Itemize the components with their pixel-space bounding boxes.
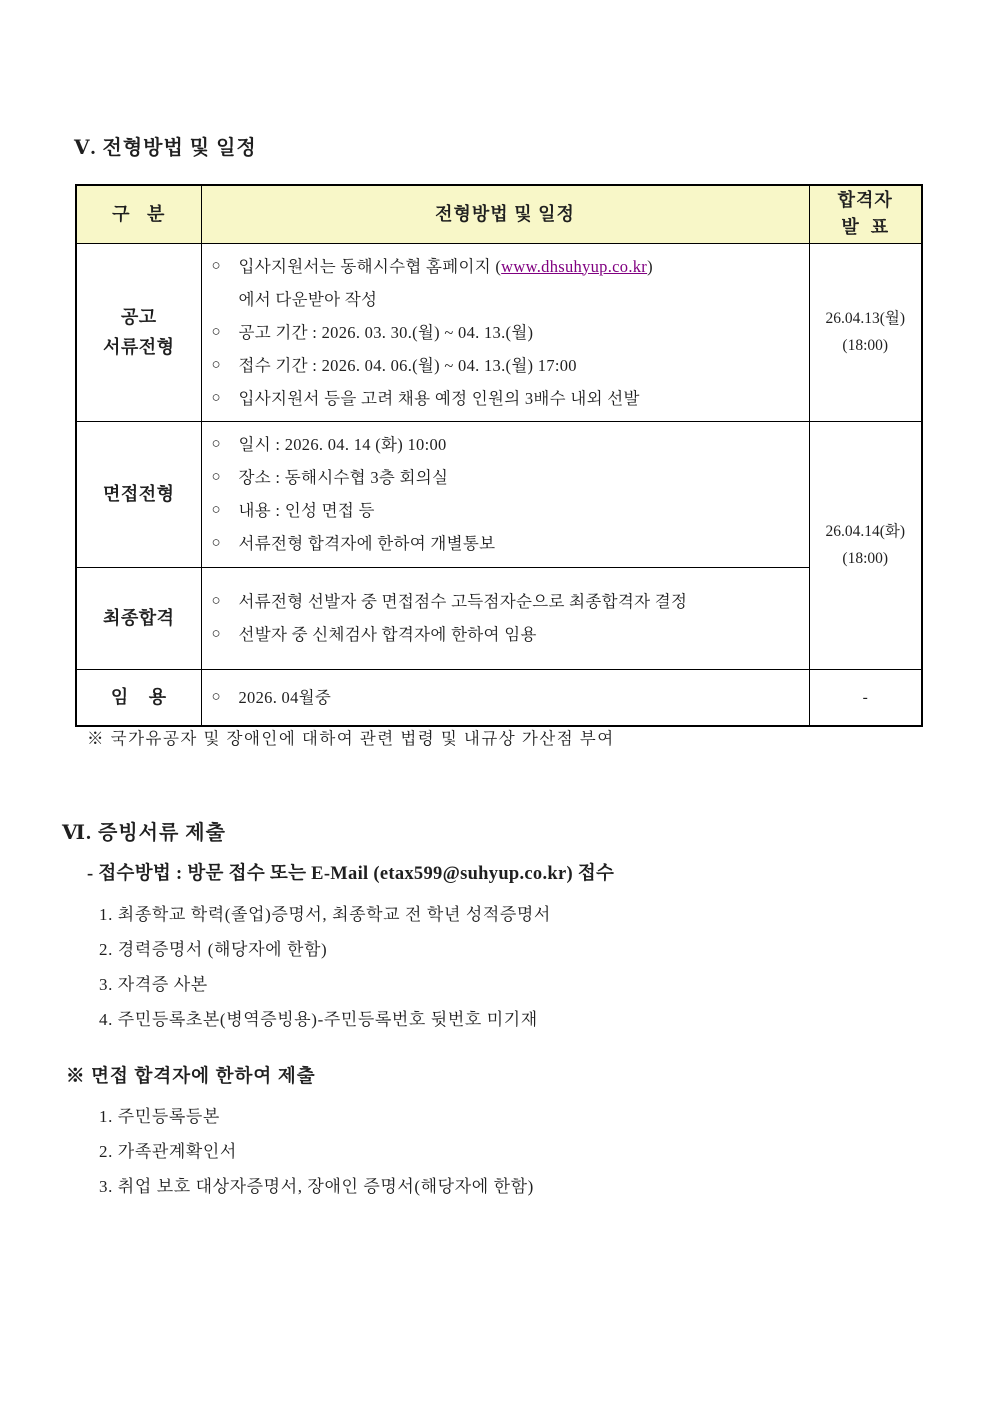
item-text	[239, 250, 653, 283]
item-text: 일시 : 2026. 04. 14 (화) 10:00	[238, 435, 447, 454]
circle-bullet-icon: ○	[211, 469, 221, 485]
circle-bullet-icon: ○	[211, 626, 221, 642]
header-announcement-line1: 합격자	[837, 190, 893, 211]
circle-bullet-icon: ○	[211, 593, 221, 609]
section-interview-pass-docs	[66, 1062, 946, 1204]
submission-method-line: - 접수방법 : 방문 접수 또는 E-Mail (etax599@suhyup.co.kr) 접수	[87, 864, 615, 884]
item-text: 서류전형 합격자에 한하여 개별통보	[238, 534, 496, 553]
item-text: 접수 기간 : 2026. 04. 06.(월) ~ 04. 13.(월) 17:00	[238, 355, 577, 375]
list-item-continuation	[212, 283, 801, 316]
item-text: 선발자 중 신체검사 합격자에 한하여 임용	[238, 625, 537, 644]
category-document-screening	[76, 243, 201, 421]
list-item	[212, 618, 801, 651]
category-line: 서류전형	[102, 337, 175, 357]
final-pass-details	[201, 567, 809, 669]
item-text: 내용 : 인성 면접 등	[238, 501, 375, 520]
list-item: 2. 가족관계확인서	[99, 1142, 237, 1161]
list-item: 1. 최종학교 학력(졸업)증명서, 최종학교 전 학년 성적증명서	[99, 905, 551, 924]
announcement-appointment: -	[809, 669, 922, 726]
circle-bullet-icon: ○	[211, 688, 221, 705]
screening-schedule-table	[75, 184, 923, 727]
circle-bullet-icon: ○	[211, 502, 221, 518]
list-item	[212, 681, 801, 714]
item-text-before-link: 입사지원서는 동해시수협 홈페이지 (	[238, 256, 502, 276]
required-documents-list	[99, 897, 942, 1037]
interview-pass-docs-title: ※ 면접 합격자에 한하여 제출	[66, 1067, 316, 1087]
list-item: 4. 주민등록초본(병역증빙용)-주민등록번호 뒷번호 미기재	[99, 1010, 538, 1029]
list-item	[212, 349, 801, 382]
interview-screening-details	[201, 421, 809, 567]
table-row-interview-screening	[76, 421, 922, 567]
list-item	[212, 461, 801, 494]
table-header-row	[76, 185, 922, 243]
list-item: 1. 주민등록등본	[99, 1107, 220, 1126]
list-item	[212, 527, 801, 560]
table-row-final-pass	[76, 567, 922, 669]
list-item: 2. 경력증명서 (해당자에 한함)	[99, 940, 328, 959]
list-item	[212, 250, 801, 283]
document-screening-details	[201, 243, 809, 421]
header-announcement	[809, 185, 922, 243]
item-text: 에서 다운받아 작성	[238, 289, 378, 309]
header-category: 구 분	[76, 185, 201, 243]
appointment-details	[201, 669, 809, 726]
circle-bullet-icon: ○	[211, 389, 221, 406]
announce-date: 26.04.13(월)	[825, 310, 906, 327]
website-link[interactable]: www.dhsuhyup.co.kr	[501, 256, 648, 276]
announce-time: (18:00)	[842, 337, 889, 354]
list-item	[212, 585, 801, 618]
section-6-title: Ⅵ. 증빙서류 제출	[62, 822, 226, 844]
item-text-after-link: )	[647, 256, 653, 276]
table-row-appointment	[76, 669, 922, 726]
table-row-document-screening	[76, 243, 922, 421]
list-item	[212, 428, 801, 461]
circle-bullet-icon: ○	[211, 356, 221, 373]
interview-pass-docs-list	[99, 1099, 946, 1204]
section-6-documents	[62, 816, 942, 1037]
announce-time: (18:00)	[842, 550, 889, 567]
category-line: 공고	[120, 307, 157, 327]
header-announcement-line2: 발 표	[841, 217, 890, 238]
list-item	[212, 494, 801, 527]
list-item: 3. 취업 보호 대상자증명서, 장애인 증명서(해당자에 한함)	[99, 1177, 534, 1196]
list-item: 3. 자격증 사본	[99, 975, 208, 994]
circle-bullet-icon: ○	[211, 436, 221, 452]
list-item	[212, 382, 801, 415]
item-text: 서류전형 선발자 중 면접점수 고득점자순으로 최종합격자 결정	[238, 592, 688, 611]
circle-bullet-icon: ○	[211, 535, 221, 551]
item-text: 장소 : 동해시수협 3층 회의실	[238, 468, 449, 487]
list-item	[212, 316, 801, 349]
circle-bullet-icon: ○	[211, 323, 221, 340]
item-text: 공고 기간 : 2026. 03. 30.(월) ~ 04. 13.(월)	[238, 322, 534, 342]
announcement-document-screening	[809, 243, 922, 421]
announcement-interview-final	[809, 421, 922, 669]
category-appointment: 임 용	[76, 669, 201, 726]
announce-date: 26.04.14(화)	[825, 523, 906, 540]
bonus-points-footnote: ※ 국가유공자 및 장애인에 대하여 관련 법령 및 내규상 가산점 부여	[87, 729, 615, 748]
section-5-title: Ⅴ. 전형방법 및 일정	[74, 137, 257, 159]
header-method: 전형방법 및 일정	[201, 185, 809, 243]
item-text: 입사지원서 등을 고려 채용 예정 인원의 3배수 내외 선발	[238, 388, 640, 408]
category-interview-screening: 면접전형	[76, 421, 201, 567]
item-text: 2026. 04월중	[238, 687, 332, 707]
category-final-pass: 최종합격	[76, 567, 201, 669]
circle-bullet-icon: ○	[211, 257, 221, 274]
